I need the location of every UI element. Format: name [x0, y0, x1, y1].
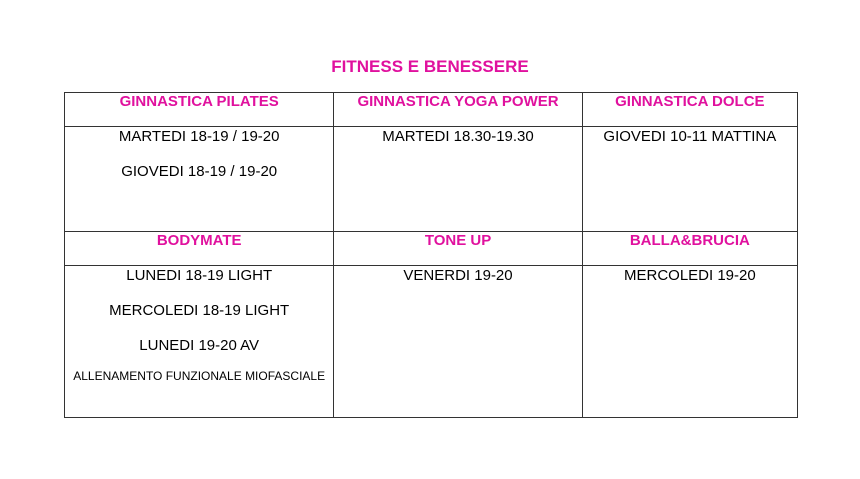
schedule-line: LUNEDI 18-19 LIGHT	[126, 267, 273, 284]
schedule-line: GIOVEDI 10-11 MATTINA	[603, 128, 777, 145]
bodymate-schedule-cell	[65, 266, 334, 418]
schedule-line: VENERDI 19-20	[403, 267, 513, 284]
header-balla-brucia: BALLA&BRUCIA	[582, 232, 797, 266]
header-bodymate: BODYMATE	[65, 232, 334, 266]
schedule-line: GIOVEDI 18-19 / 19-20	[121, 163, 278, 180]
header-ginnastica-pilates: GINNASTICA PILATES	[65, 93, 334, 127]
schedule-line: MERCOLEDI 19-20	[623, 267, 756, 284]
schedule-line: MARTEDI 18.30-19.30	[382, 128, 534, 145]
dolce-schedule-cell	[582, 127, 797, 232]
table-row	[65, 127, 798, 232]
pilates-schedule-cell	[65, 127, 334, 232]
table-header-row	[65, 93, 798, 127]
page-title: FITNESS E BENESSERE	[331, 57, 529, 76]
schedule-table	[64, 92, 798, 418]
schedule-line: MARTEDI 18-19 / 19-20	[118, 128, 280, 145]
header-ginnastica-dolce: GINNASTICA DOLCE	[582, 93, 797, 127]
tone-up-schedule-cell	[334, 266, 582, 418]
schedule-line: LUNEDI 19-20 AV	[139, 337, 260, 354]
header-tone-up: TONE UP	[334, 232, 582, 266]
table-row	[65, 266, 798, 418]
schedule-line: MERCOLEDI 18-19 LIGHT	[109, 302, 290, 319]
header-ginnastica-yoga-power: GINNASTICA YOGA POWER	[334, 93, 582, 127]
balla-brucia-schedule-cell	[582, 266, 797, 418]
table-header-row	[65, 232, 798, 266]
schedule-note: ALLENAMENTO FUNZIONALE MIOFASCIALE	[73, 369, 326, 383]
yoga-power-schedule-cell	[334, 127, 582, 232]
